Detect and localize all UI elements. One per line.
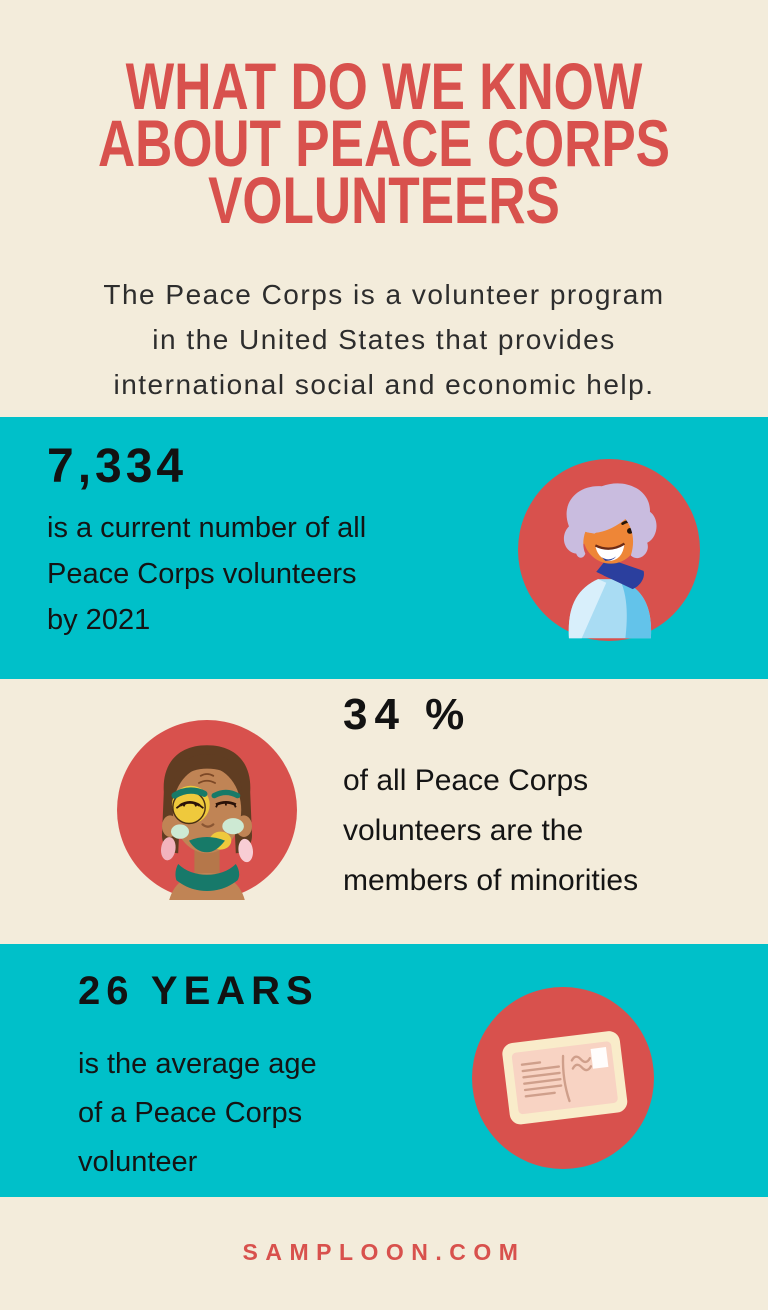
stat-value: 7,334 <box>47 440 188 493</box>
page-title-line: WHAT DO WE KNOW <box>125 49 643 123</box>
stat-block <box>47 441 366 643</box>
page-title-line: VOLUNTEERS <box>208 163 560 237</box>
stat-section-volunteers-count <box>0 417 768 679</box>
stat-block <box>78 968 319 1187</box>
stat-value: 34 % <box>343 690 472 739</box>
footer-site-name: SAMPLOON.COM <box>242 1239 526 1265</box>
stat-description-line: members of minorities <box>343 864 639 897</box>
stat-value: 26 YEARS <box>78 969 319 1013</box>
stat-description-line: is the average age <box>78 1048 317 1080</box>
stat-description-line: by 2021 <box>47 604 151 636</box>
stat-description-line: Peace Corps volunteers <box>47 558 357 590</box>
stat-section-minorities <box>0 679 768 944</box>
postcard-icon <box>472 987 654 1169</box>
stat-description-line: is a current number of all <box>47 512 367 544</box>
stat-block <box>343 690 638 906</box>
intro-text-line: in the United States that provides <box>152 324 616 355</box>
stat-description <box>343 756 638 906</box>
footer <box>0 1197 768 1310</box>
stat-description <box>78 1040 319 1187</box>
stat-description-line: volunteers are the <box>343 814 584 847</box>
page-title <box>0 49 768 237</box>
intro-text-line: international social and economic help. <box>113 369 655 400</box>
intro-text-line: The Peace Corps is a volunteer program <box>103 279 665 310</box>
minority-member-portrait-icon <box>117 720 297 900</box>
stat-section-average-age <box>0 944 768 1197</box>
stat-description-line: of all Peace Corps <box>343 764 589 797</box>
intro-text <box>0 272 768 407</box>
stat-description-line: volunteer <box>78 1146 198 1178</box>
stat-description <box>47 505 366 643</box>
page-title-line: ABOUT PEACE CORPS <box>97 106 671 180</box>
stat-description-line: of a Peace Corps <box>78 1097 303 1129</box>
elderly-volunteer-avatar-icon <box>518 459 700 641</box>
